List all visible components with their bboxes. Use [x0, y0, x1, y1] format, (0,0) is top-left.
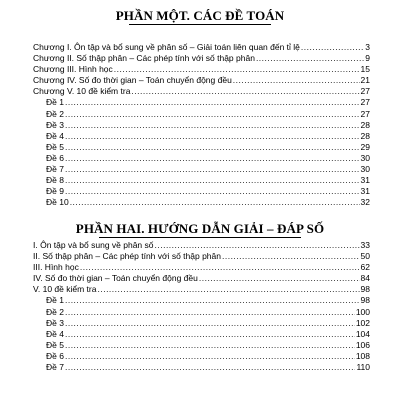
- toc-entry-label: IV. Số đo thời gian – Toán chuyển động đều: [33, 273, 198, 284]
- toc-entry-page: 28: [360, 130, 370, 141]
- toc-entry-page: 110: [356, 362, 370, 373]
- toc-entry[interactable]: [33, 307, 370, 318]
- part-one-toc: [33, 42, 370, 208]
- toc-entry[interactable]: [33, 164, 370, 175]
- toc-entry-label: I. Ôn tập và bổ sung về phân số: [33, 240, 154, 250]
- toc-entry[interactable]: [33, 251, 370, 262]
- toc-entry-page: 62: [360, 262, 370, 273]
- dot-leader: [65, 351, 355, 362]
- toc-entry[interactable]: [33, 131, 370, 142]
- toc-entry-label: Đề 2: [46, 108, 64, 119]
- toc-entry[interactable]: [33, 262, 370, 273]
- toc-entry-label: Đề 5: [46, 339, 64, 350]
- toc-entry-label: Đề 4: [46, 130, 64, 141]
- dot-leader: [80, 262, 360, 273]
- toc-entry-label: II. Số thập phân – Các phép tính với số thập phân: [33, 251, 221, 262]
- toc-entry[interactable]: [33, 42, 370, 53]
- toc-entry[interactable]: [33, 86, 370, 97]
- toc-entry[interactable]: [33, 284, 370, 295]
- toc-entry-label: Đề 6: [46, 350, 64, 361]
- toc-entry[interactable]: [33, 97, 370, 108]
- dot-leader: [155, 240, 360, 251]
- toc-entry-label: Đề 3: [46, 119, 64, 130]
- toc-entry-label: Đề 1: [46, 97, 64, 108]
- toc-entry-page: 98: [360, 284, 370, 295]
- toc-entry-label: Chương III. Hình học: [33, 64, 113, 75]
- toc-entry-page: 32: [360, 197, 370, 208]
- toc-entry-label: Đề 7: [46, 164, 64, 175]
- dot-leader: [70, 197, 360, 208]
- toc-entry-page: 98: [360, 295, 370, 306]
- dot-leader: [65, 164, 360, 175]
- toc-entry-page: 15: [360, 64, 370, 75]
- dot-leader: [65, 120, 360, 131]
- toc-entry-page: 50: [360, 251, 370, 262]
- toc-entry[interactable]: [33, 351, 370, 362]
- toc-entry-page: 104: [355, 328, 370, 339]
- dot-leader: [131, 86, 359, 97]
- toc-entry[interactable]: [33, 64, 370, 75]
- toc-entry[interactable]: [33, 53, 370, 64]
- toc-entry-page: 102: [355, 317, 370, 328]
- toc-entry-page: 106: [355, 339, 370, 350]
- toc-entry-label: Đề 9: [46, 186, 64, 197]
- toc-entry[interactable]: [33, 109, 370, 120]
- toc-entry-page: 108: [355, 350, 370, 361]
- toc-entry-page: 33: [360, 240, 370, 250]
- dot-leader: [114, 64, 360, 75]
- dot-leader: [97, 284, 359, 295]
- toc-entry-page: 3: [365, 42, 370, 52]
- toc-entry-page: 27: [360, 86, 370, 97]
- toc-entry-label: Đề 3: [46, 317, 64, 328]
- dot-leader: [222, 251, 360, 262]
- toc-entry-page: 28: [360, 119, 370, 130]
- toc-entry[interactable]: [33, 273, 370, 284]
- toc-entry-page: 100: [355, 306, 370, 317]
- toc-entry[interactable]: [33, 340, 370, 351]
- dot-leader: [65, 318, 355, 329]
- dot-leader: [65, 142, 360, 153]
- toc-entry-label: Đề 5: [46, 141, 64, 152]
- toc-entry-page: 27: [360, 108, 370, 119]
- toc-entry[interactable]: [33, 295, 370, 306]
- dot-leader: [65, 295, 360, 306]
- toc-entry-label: Chương V. 10 đề kiểm tra: [33, 86, 131, 97]
- dot-leader: [199, 273, 360, 284]
- dot-leader: [65, 362, 355, 373]
- toc-entry-label: Đề 6: [46, 152, 64, 163]
- toc-entry-label: Chương II. Số thập phân – Các phép tính với số thập phân: [33, 53, 255, 64]
- toc-entry-label: Đề 1: [46, 295, 64, 306]
- toc-entry-page: 29: [360, 141, 370, 152]
- toc-entry[interactable]: [33, 175, 370, 186]
- toc-entry[interactable]: [33, 329, 370, 340]
- toc-entry[interactable]: [33, 153, 370, 164]
- dot-leader: [65, 186, 360, 197]
- toc-entry-page: 9: [365, 53, 370, 64]
- toc-entry-page: 30: [360, 152, 370, 163]
- toc-entry-page: 27: [360, 97, 370, 108]
- toc-entry-label: V. 10 đề kiểm tra: [33, 284, 97, 295]
- toc-entry-label: Đề 10: [46, 197, 69, 208]
- toc-entry[interactable]: [33, 362, 370, 373]
- toc-entry-label: Đề 8: [46, 175, 64, 186]
- toc-entry[interactable]: [33, 120, 370, 131]
- part-one-title: PHẦN MỘT. CÁC ĐỀ TOÁN: [0, 8, 400, 24]
- toc-entry-label: Đề 7: [46, 362, 64, 373]
- toc-entry[interactable]: [33, 197, 370, 208]
- dot-leader: [65, 97, 360, 108]
- toc-entry-label: Chương I. Ôn tập và bổ sung về phân số – Giải toán liên quan đến tỉ lệ: [33, 42, 300, 52]
- toc-entry-label: III. Hình học: [33, 262, 79, 273]
- toc-entry-page: 31: [360, 186, 370, 197]
- toc-entry[interactable]: [33, 75, 370, 86]
- part-two-toc: [33, 240, 370, 373]
- toc-entry-label: Đề 2: [46, 306, 64, 317]
- toc-entry[interactable]: [33, 240, 370, 251]
- dot-leader: [65, 153, 360, 164]
- toc-entry-page: 30: [360, 164, 370, 175]
- dot-leader: [65, 109, 360, 120]
- toc-entry[interactable]: [33, 142, 370, 153]
- dot-leader: [233, 75, 360, 86]
- dot-leader: [65, 131, 360, 142]
- toc-entry-label: Chương IV. Số đo thời gian – Toán chuyển động đều: [33, 75, 232, 86]
- toc-entry-page: 84: [360, 273, 370, 284]
- toc-entry[interactable]: [33, 318, 370, 329]
- dot-leader: [65, 175, 360, 186]
- toc-entry-page: 31: [360, 175, 370, 186]
- dot-leader: [301, 42, 364, 53]
- toc-entry-page: 21: [360, 75, 370, 86]
- toc-entry-label: Đề 4: [46, 328, 64, 339]
- dot-leader: [65, 307, 355, 318]
- toc-entry[interactable]: [33, 186, 370, 197]
- part-two-title: PHẦN HAI. HƯỚNG DẪN GIẢI – ĐÁP SỐ: [0, 221, 400, 237]
- dot-leader: [65, 340, 355, 351]
- dot-leader: [256, 53, 364, 64]
- dot-leader: [65, 329, 355, 340]
